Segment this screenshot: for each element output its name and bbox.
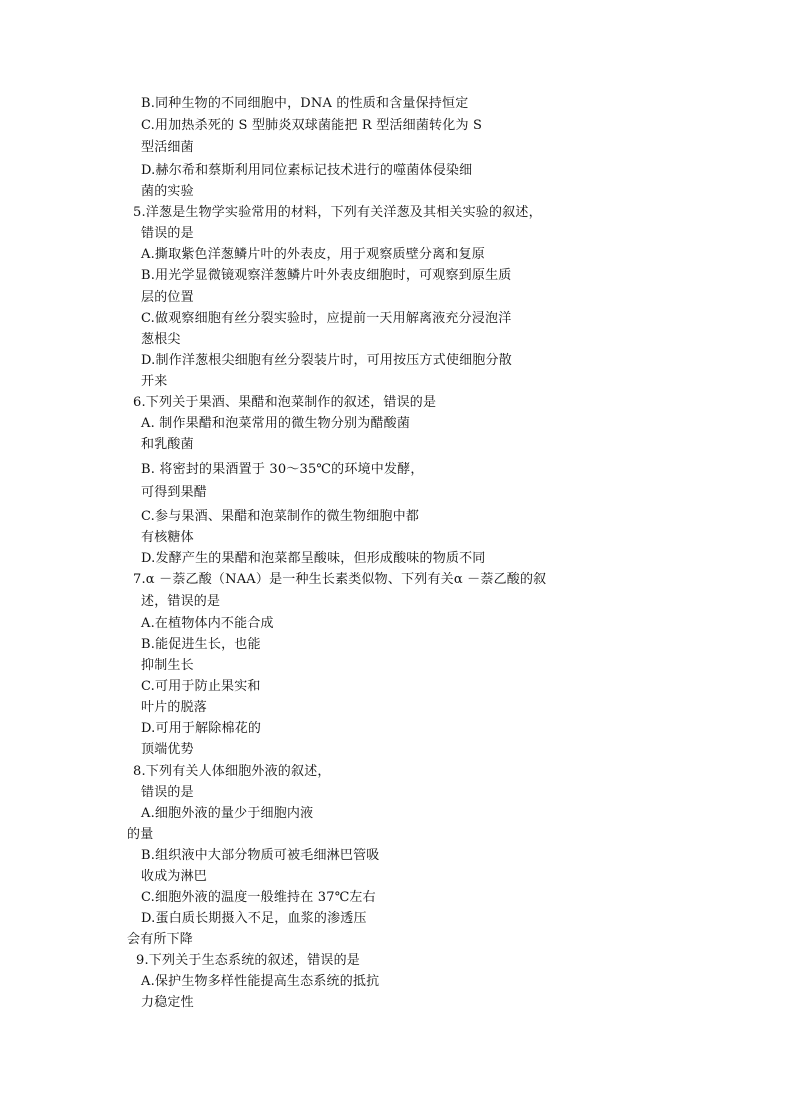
text-line: B.组织液中大部分物质可被毛细淋巴管吸 bbox=[141, 848, 380, 863]
text-line: B.用光学显微镜观察洋葱鳞片叶外表皮细胞时，可观察到原生质 bbox=[141, 268, 512, 283]
question-8-stem: 8.下列有关人体细胞外液的叙述， bbox=[133, 764, 331, 779]
text-line: D.可用于解除棉花的 bbox=[141, 721, 262, 736]
text-line: 葱根尖 bbox=[141, 332, 181, 347]
text-line: 可得到果醋 bbox=[141, 485, 208, 500]
text-line: B. 将密封的果酒置于 30～35℃的环境中发酵， bbox=[141, 462, 424, 477]
text-line: C.可用于防止果实和 bbox=[141, 679, 261, 694]
text-line: 层的位置 bbox=[141, 290, 194, 305]
text-line: 述，错误的是 bbox=[141, 594, 221, 609]
question-9-stem: 9.下列关于生态系统的叙述，错误的是 bbox=[136, 953, 361, 968]
text-line: B.同种生物的不同细胞中，DNA 的性质和含量保持恒定 bbox=[141, 96, 469, 111]
text-line: 收成为淋巴 bbox=[141, 869, 208, 884]
text-line: 顶端优势 bbox=[141, 742, 194, 757]
text-line: 抑制生长 bbox=[141, 658, 194, 673]
text-line: A.撕取紫色洋葱鳞片叶的外表皮，用于观察质壁分离和复原 bbox=[141, 247, 485, 262]
text-line: D.蛋白质长期摄入不足，血浆的渗透压 bbox=[141, 911, 367, 926]
text-line: 型活细菌 bbox=[141, 140, 194, 155]
text-line: D.赫尔希和蔡斯利用同位素标记技术进行的噬菌体侵染细 bbox=[141, 163, 473, 178]
text-line: A. 制作果醋和泡菜常用的微生物分别为醋酸菌 bbox=[141, 416, 411, 431]
text-line: C.参与果酒、果醋和泡菜制作的微生物细胞中都 bbox=[141, 509, 420, 524]
text-line: 力稳定性 bbox=[141, 995, 194, 1010]
question-5-stem: 5.洋葱是生物学实验常用的材料，下列有关洋葱及其相关实验的叙述， bbox=[133, 205, 542, 220]
text-line: A.保护生物多样性能提高生态系统的抵抗 bbox=[141, 974, 380, 989]
text-line: 开来 bbox=[141, 374, 168, 389]
text-line: 和乳酸菌 bbox=[141, 437, 194, 452]
question-7-stem: 7.α －萘乙酸（NAA）是一种生长素类似物、下列有关α －萘乙酸的叙 bbox=[133, 572, 547, 587]
text-line: C.用加热杀死的 S 型肺炎双球菌能把 R 型活细菌转化为 S bbox=[141, 118, 483, 133]
text-line: D.发酵产生的果醋和泡菜都呈酸味，但形成酸味的物质不同 bbox=[141, 551, 486, 566]
text-line: 叶片的脱落 bbox=[141, 700, 208, 715]
text-line: D.制作洋葱根尖细胞有丝分裂装片时，可用按压方式使细胞分散 bbox=[141, 353, 512, 368]
text-line: 错误的是 bbox=[141, 785, 194, 800]
text-line: 有核糖体 bbox=[141, 530, 194, 545]
text-line: 错误的是 bbox=[141, 226, 194, 241]
text-line: A.细胞外液的量少于细胞内液 bbox=[141, 806, 314, 821]
text-line: 菌的实验 bbox=[141, 184, 194, 199]
text-line: A.在植物体内不能合成 bbox=[141, 616, 274, 631]
text-line: 会有所下降 bbox=[127, 932, 194, 947]
text-line: 的量 bbox=[127, 827, 154, 842]
text-line: C.做观察细胞有丝分裂实验时，应提前一天用解离液充分浸泡洋 bbox=[141, 311, 512, 326]
text-line: B.能促进生长，也能 bbox=[141, 637, 261, 652]
question-6-stem: 6.下列关于果酒、果醋和泡菜制作的叙述，错误的是 bbox=[133, 395, 437, 410]
text-line: C.细胞外液的温度一般维持在 37℃左右 bbox=[141, 890, 376, 905]
